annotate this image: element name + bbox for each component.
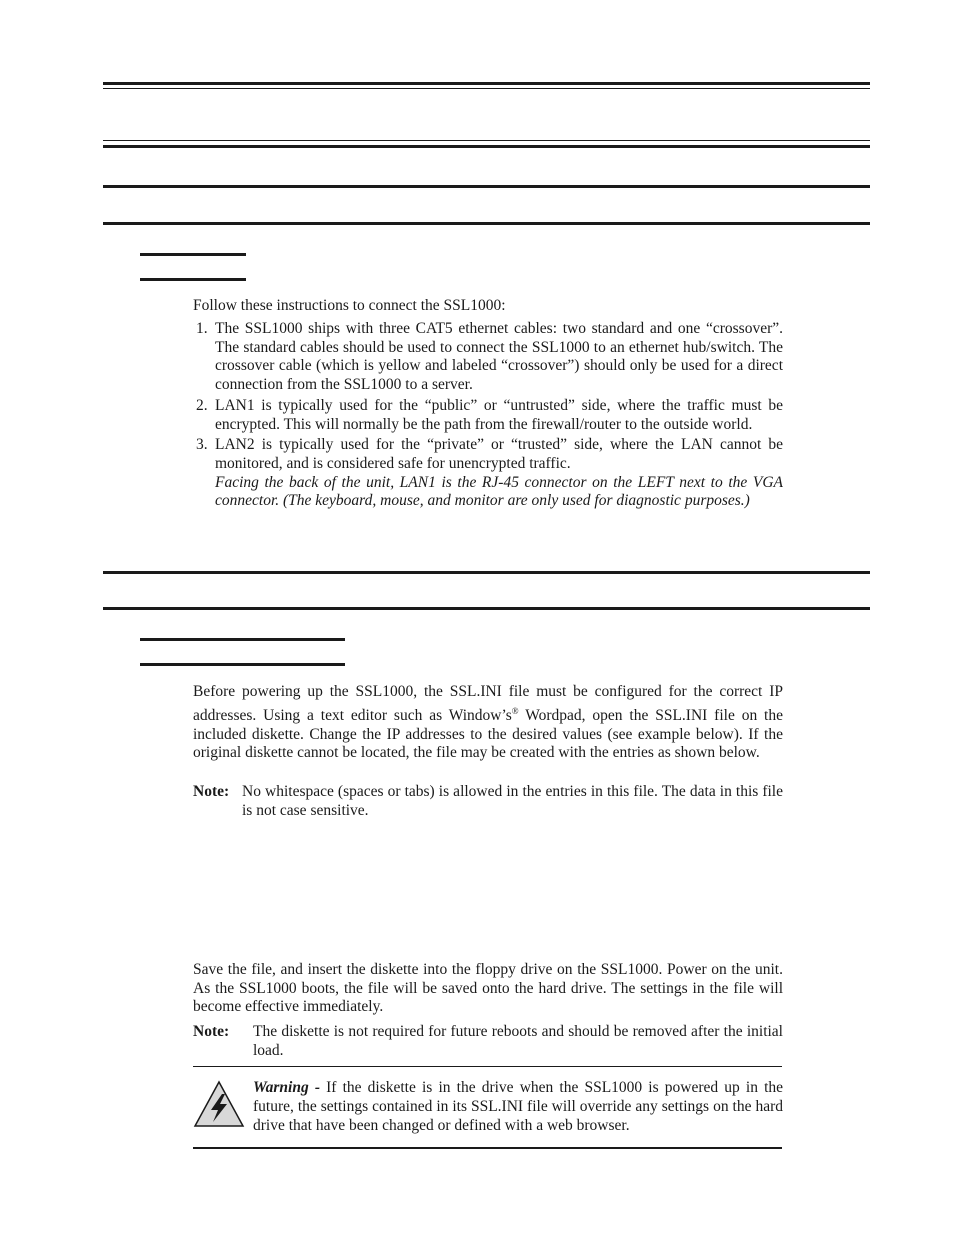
section1-heading-rule-bottom	[103, 222, 870, 225]
list-item	[193, 397, 783, 434]
step-number: 2.	[196, 396, 208, 414]
section1-heading-rule-top	[103, 185, 870, 188]
note-label: Note:	[193, 783, 230, 800]
registered-mark: ®	[511, 705, 519, 716]
warning-rule-bottom	[193, 1147, 782, 1149]
step-text: The SSL1000 ships with three CAT5 ethernet cables: two standard and one “crossover”. The standard cables should be used to connect the SSL1000 to an ethernet hub/switch. The crossover cable (which is yellow and labeled “crossover”) should only be used for a direct connection from the SSL1000 to a server.	[215, 320, 783, 394]
subsection2-rule-top	[140, 638, 345, 641]
subsection2-rule-bottom	[140, 663, 345, 666]
connector-note: Facing the back of the unit, LAN1 is the RJ-45 connector on the LEFT next to the VGA connector. (The keyboard, mouse, and monitor are only used for diagnostic purposes.)	[215, 473, 783, 510]
ini-config-text-a: Before powering up the SSL1000, the SSL.INI file must be configured for the correct IP addresses. Using a text editor such as Window’s	[193, 683, 783, 724]
ini-config-text-b: Wordpad, open the SSL.INI file on the included diskette. Change the IP addresses to the desired values (see example below). If the original diskette cannot be located, the file may be created with the entries as shown below.	[193, 706, 783, 762]
subsection1-rule-top	[140, 253, 246, 256]
subsection1-rule-bottom	[140, 278, 246, 281]
whitespace-note	[193, 783, 783, 820]
section2-heading-rule-top	[103, 571, 870, 574]
warning-rule-top	[193, 1066, 782, 1067]
header-rule-bottom	[103, 145, 870, 148]
list-item	[193, 436, 783, 511]
note-text-content: No whitespace (spaces or tabs) is allowed in the entries in this file. The data in this file is not case sensitive.	[242, 783, 783, 819]
warning-text	[253, 1078, 783, 1135]
header-rule-top-inner	[103, 88, 870, 89]
step-number: 3.	[196, 436, 208, 454]
section1-intro: Follow these instructions to connect the SSL1000:	[193, 297, 506, 314]
list-item	[193, 320, 783, 395]
section2-heading-rule-bottom	[103, 607, 870, 610]
step-text: LAN2 is typically used for the “private” or “trusted” side, where the LAN cannot be monitored, and is considered safe for unencrypted traffic.	[215, 436, 783, 472]
warning-body: If the diskette is in the drive when the SSL1000 is powered up in the future, the settings contained in its SSL.INI file will override any settings on the hard drive that have been changed or defined with a web browser.	[253, 1079, 784, 1134]
ini-config-paragraph	[193, 683, 783, 763]
note-text	[193, 783, 783, 820]
connection-steps-list	[193, 320, 783, 513]
header-rule-top	[103, 82, 870, 85]
note-text: The diskette is not required for future reboots and should be removed after the initial load.	[253, 1023, 783, 1059]
step-text: LAN1 is typically used for the “public” or “untrusted” side, where the traffic must be encrypted. This will normally be the path from the firewall/router to the outside world.	[215, 396, 783, 433]
step-number: 1.	[196, 320, 208, 337]
header-rule-bottom-inner	[103, 140, 870, 141]
warning-box	[193, 1070, 783, 1146]
reboot-note	[193, 1023, 783, 1060]
warning-label: Warning -	[253, 1079, 321, 1096]
note-label: Note:	[193, 1023, 230, 1040]
high-voltage-icon	[193, 1080, 245, 1128]
save-file-paragraph: Save the file, and insert the diskette into the floppy drive on the SSL1000. Power on the unit. As the SSL1000 boots, the file will be saved onto the hard drive. The settings in the file will become effective immediately.	[193, 961, 783, 1016]
